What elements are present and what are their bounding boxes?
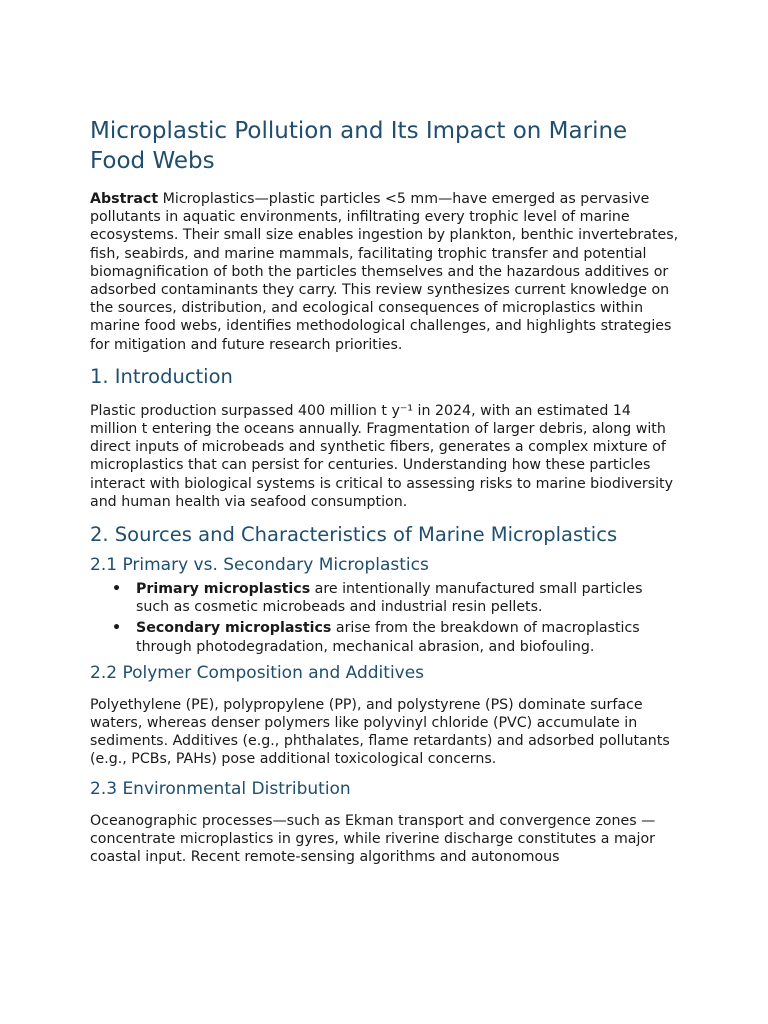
paper-title: Microplastic Pollution and Its Impact on Marine Food Webs — [90, 118, 628, 174]
subsection-heading-primary-secondary: 2.1 Primary vs. Secondary Microplastics — [90, 555, 429, 576]
list-item — [112, 619, 680, 655]
microplastic-types-list — [90, 580, 680, 656]
subsection-heading-polymer: 2.2 Polymer Composition and Additives — [90, 662, 425, 683]
bullet-icon: • — [112, 581, 122, 598]
document-page — [90, 116, 680, 866]
bullet-icon: • — [112, 620, 122, 637]
abstract-paragraph — [90, 190, 680, 354]
list-item-text: arise from the breakdown of macroplastics through photodegradation, mechanical abrasion, and biofouling. — [136, 620, 640, 655]
list-item — [112, 580, 680, 616]
list-item-term: Primary microplastics — [136, 581, 311, 598]
abstract-text: Microplastics—plastic particles <5 mm—have emerged as pervasive pollutants in aquatic environments, infiltrating every trophic level of marine ecosystems. Their small size enables ingestion by plankton, benthic invertebrates, fish, seabirds, and marine mammals, facilitating trophic transfer and potential biomagnification of both the particles themselves and the hazardous additives or adsorbed contaminants they carry. This review synthesizes current knowledge on the sources, distribution, and ecological consequences of microplastics within marine food webs, identifies methodological challenges, and highlights strategies for mitigation and future research priorities. — [90, 191, 679, 353]
section-heading-sources: 2. Sources and Characteristics of Marine Microplastics — [90, 523, 618, 547]
section-heading-introduction: 1. Introduction — [90, 364, 233, 388]
list-item-term: Secondary microplastics — [136, 620, 332, 637]
introduction-paragraph: Plastic production surpassed 400 million t y⁻¹ in 2024, with an estimated 14 million t entering the oceans annually. Fragmentation of larger debris, along with direct inputs of microbeads and synthetic fibers, generates a complex mixture of microplastics that can persist for centuries. Understanding how these particles interact with biological systems is critical to assessing risks to marine biodiversity and human health via seafood consumption. — [90, 402, 674, 510]
abstract-label: Abstract — [90, 191, 159, 207]
subsection-heading-distribution: 2.3 Environmental Distribution — [90, 778, 351, 799]
distribution-paragraph: Oceanographic processes—such as Ekman transport and convergence zones —concentrate microplastics in gyres, while riverine discharge constitutes a major coastal input. Recent remote-sensing algorithms and autonomous — [90, 812, 656, 866]
list-item-text: are intentionally manufactured small particles such as cosmetic microbeads and industrial resin pellets. — [136, 581, 643, 616]
polymer-paragraph: Polyethylene (PE), polypropylene (PP), and polystyrene (PS) dominate surface waters, whereas denser polymers like polyvinyl chloride (PVC) accumulate in sediments. Additives (e.g., phthalates, flame retardants) and adsorbed pollutants (e.g., PCBs, PAHs) pose additional toxicological concerns. — [90, 696, 670, 768]
